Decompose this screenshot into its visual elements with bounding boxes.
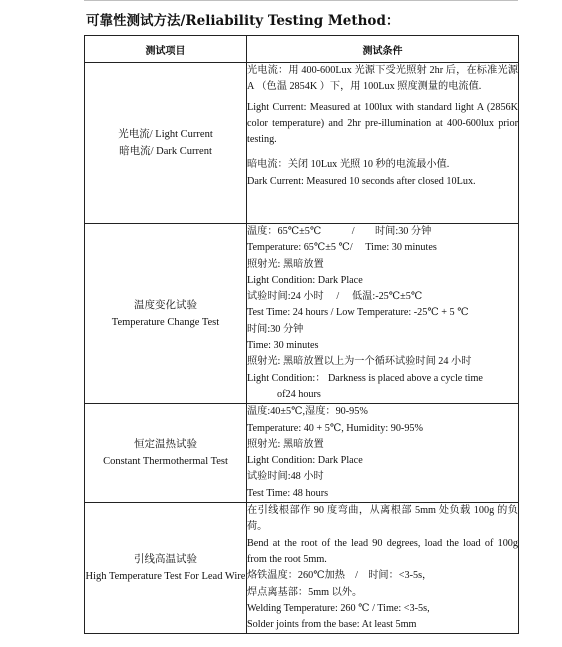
condition-line: 照射光: 黑暗放置	[247, 258, 324, 270]
table-row-lead-wire-high-temperature	[85, 503, 519, 634]
test-item-cell	[85, 63, 247, 224]
condition-line: Light Current: Measured at 100lux with standard light A (2856K color temperature) and 2hr pre-illumination at 400-600lux prior testing.	[247, 101, 518, 146]
condition-line: Time: 30 minutes	[247, 340, 319, 352]
test-item-name-cn: 光电流/ Light Current	[118, 129, 213, 140]
condition-line: Test Time: 24 hours / Low Temperature: -25℃ + 5 ℃	[247, 307, 469, 319]
condition-line: 照射光: 黑暗放置以上为一个循环试验时间 24 小时	[247, 356, 472, 368]
condition-line: 时间:30 分钟	[247, 323, 304, 335]
top-rule	[84, 0, 518, 1]
condition-line: 光电流：用 400-600Lux 光源下受光照射 2hr 后，在标准光源 A （色温 2854K ）下，用 100Lux 照度测量的电流值.	[247, 65, 518, 93]
column-header-test-item: 测试项目	[85, 36, 247, 63]
condition-line: 试验时间:24 小时 / 低温:-25℃±5℃	[247, 291, 423, 303]
table-row-constant-thermothermal	[85, 404, 519, 503]
test-item-name-en: Temperature Change Test	[111, 316, 220, 328]
condition-line: 在引线根部作 90 度弯曲，从离根部 5mm 处负载 100g 的负荷。	[247, 505, 518, 533]
test-item-cell	[85, 224, 247, 404]
condition-line: 烙铁温度：260℃加热 / 时间：<3-5s，	[247, 570, 433, 582]
test-item-name-en: Constant Thermothermal Test	[103, 456, 228, 468]
reliability-test-table	[84, 35, 519, 634]
condition-line: 温度:40±5℃,湿度：90-95%	[247, 406, 368, 418]
condition-line: 焊点离基部：5mm 以外。	[247, 586, 363, 598]
condition-line: Temperature: 65℃±5 ℃/ Time: 30 minutes	[247, 242, 437, 254]
test-condition-cell	[247, 404, 519, 503]
condition-line: of24 hours	[277, 388, 321, 400]
test-item-cell	[85, 404, 247, 503]
condition-spacer	[247, 148, 518, 157]
condition-line: Solder joints from the base: At least 5mm	[247, 619, 417, 631]
test-item-name-cn: 温度变化试验	[134, 299, 197, 311]
condition-line: Temperature: 40 + 5℃, Humidity: 90-95%	[247, 422, 423, 434]
table-header-row	[85, 36, 519, 63]
condition-line: Light Condition: Dark Place	[247, 274, 363, 286]
test-item-name-cn: 引线高温试验	[134, 554, 197, 566]
condition-line: Test Time: 48 hours	[247, 487, 329, 499]
table-row-temperature-change	[85, 224, 519, 404]
test-item-name-cn: 恒定温热试验	[134, 439, 197, 451]
test-item-name-en: 暗电流/ Dark Current	[119, 146, 212, 157]
condition-line: Bend at the root of the lead 90 degrees, load the load of 100g from the root 5mm.	[247, 537, 518, 565]
test-condition-cell	[247, 224, 519, 404]
column-header-test-conditions: 测试条件	[247, 36, 519, 63]
test-item-cell	[85, 503, 247, 634]
condition-line: 暗电流：关闭 10Lux 光照 10 秒的电流最小值.	[247, 159, 450, 171]
condition-line: 照射光: 黑暗放置	[247, 438, 324, 450]
document-heading: 可靠性测试方法/Reliability Testing Method：	[86, 13, 400, 29]
condition-line: Light Condition:： Darkness is placed above a cycle time	[247, 372, 483, 384]
condition-line: 温度：65℃±5℃ / 时间:30 分钟	[247, 226, 432, 237]
test-condition-cell	[247, 63, 519, 224]
test-item-name-en: High Temperature Test For Lead Wire	[85, 571, 246, 583]
condition-line: Welding Temperature: 260 ℃ / Time: <3-5s,	[247, 602, 430, 614]
test-condition-cell	[247, 503, 519, 634]
condition-line: Dark Current: Measured 10 seconds after closed 10Lux.	[247, 175, 476, 187]
table-row-light-dark-current	[85, 63, 519, 224]
condition-line: 试验时间:48 小时	[247, 471, 324, 483]
condition-line: Light Condition: Dark Place	[247, 455, 363, 467]
